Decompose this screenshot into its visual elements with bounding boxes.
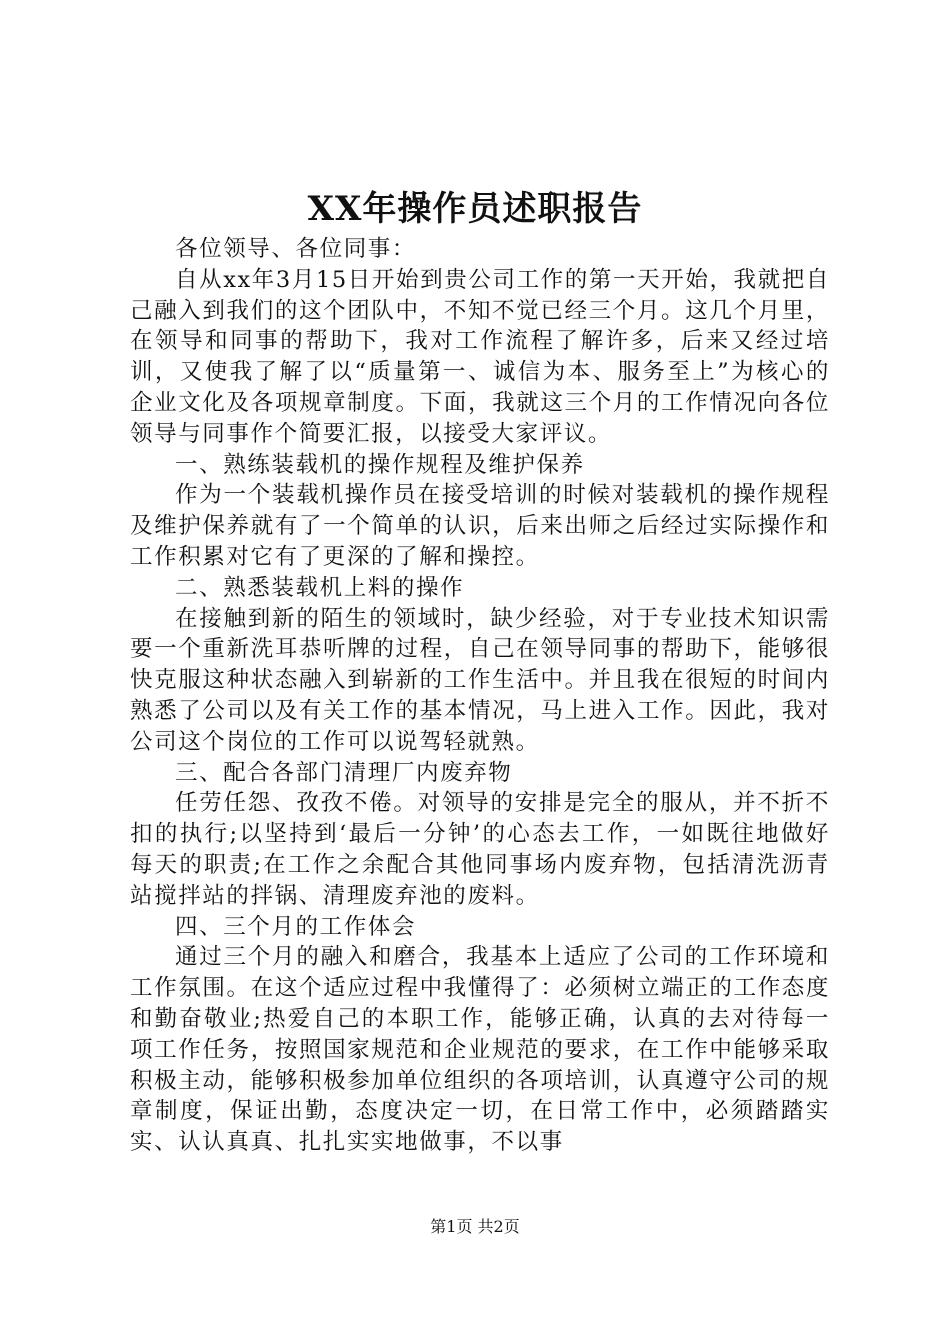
- section-heading-1: 一、熟练装载机的操作规程及维护保养: [175, 451, 585, 478]
- section-paragraph-1: 作为一个装载机操作员在接受培训的时候对装载机的操作规程及维护保养就有了一个简单的认识，后来出师之后经过实际操作和工作积累对它有了更深的了解和操控。: [130, 482, 830, 570]
- section-paragraph-4: 通过三个月的融入和磨合，我基本上适应了公司的工作环境和工作氛围。在这个适应过程中我懂得了：必须树立端正的工作态度和勤奋敬业;热爱自己的本职工作，能够正确，认真的去对待每一项工作任务，按照国家规范和企业规范的要求，在工作中能够采取积极主动，能够积极参加单位组织的各项培训，认真遵守公司的规章制度，保证出勤，态度决定一切，在日常工作中，必须踏踏实实、认认真真、扎扎实实地做事，不以事: [130, 944, 830, 1156]
- section-heading-3: 三、配合各部门清理厂内废弃物: [175, 759, 513, 786]
- intro-paragraph: 自从xx年3月15日开始到贵公司工作的第一天开始，我就把自己融入到我们的这个团队中，不知不觉已经三个月。这几个月里，在领导和同事的帮助下，我对工作流程了解许多，后来又经过培训，又使我了解了以“质量第一、诚信为本、服务至上”为核心的企业文化及各项规章制度。下面，我就这三个月的工作情况向各位领导与同事作个简要汇报，以接受大家评议。: [130, 266, 830, 447]
- section-heading-4: 四、三个月的工作体会: [175, 913, 417, 940]
- section-paragraph-3: 任劳任怨、孜孜不倦。对领导的安排是完全的服从，并不折不扣的执行;以坚持到‘最后一分钟’的心态去工作，一如既往地做好每天的职责;在工作之余配合其他同事场内废弃物，包括清洗沥青站搅拌站的拌锅、清理废弃池的废料。: [130, 790, 830, 909]
- section-heading-2: 二、熟悉装载机上料的操作: [175, 574, 465, 601]
- section-paragraph-2: 在接触到新的陌生的领域时，缺少经验，对于专业技术知识需要一个重新洗耳恭听牌的过程，自己在领导同事的帮助下，能够很快克服这种状态融入到崭新的工作生活中。并且我在很短的时间内熟悉了公司以及有关工作的基本情况，马上进入工作。因此，我对公司这个岗位的工作可以说驾轻就熟。: [130, 605, 830, 755]
- salutation: 各位领导、各位同事：: [175, 236, 417, 262]
- document-body: [130, 234, 830, 1158]
- page-footer: 第1页 共2页: [430, 1217, 520, 1236]
- document-title: XX年操作员述职报告: [307, 189, 643, 229]
